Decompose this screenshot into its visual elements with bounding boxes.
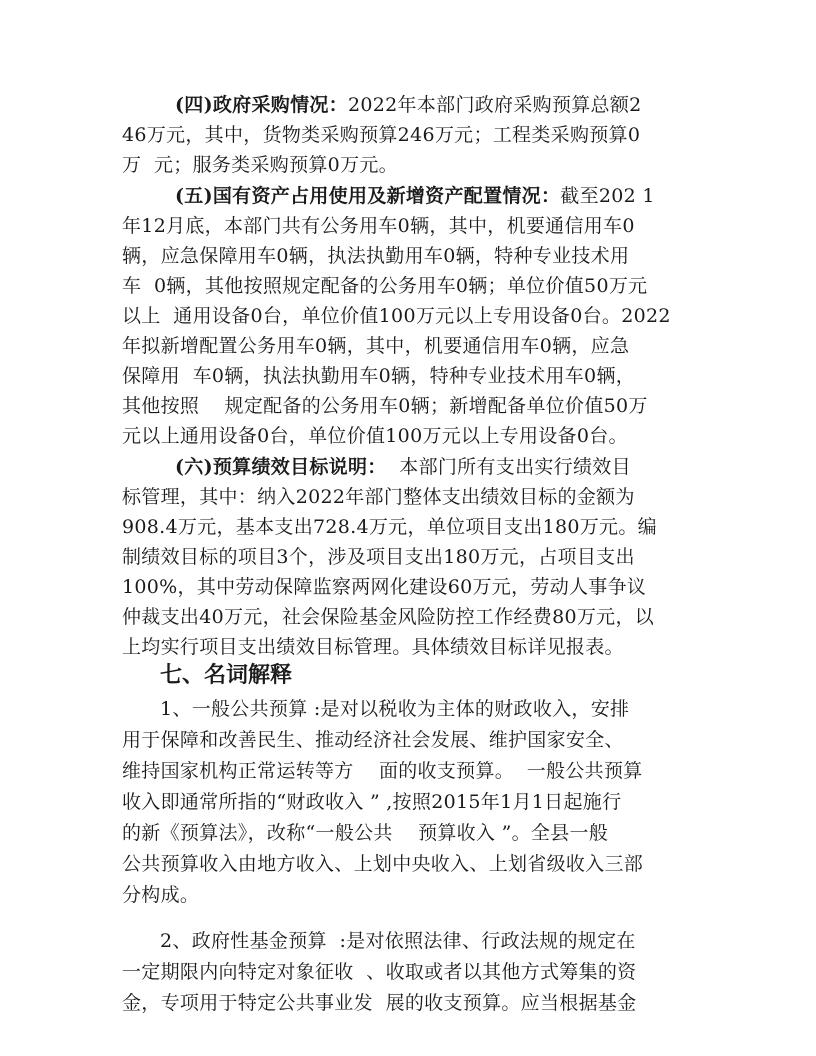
section5-line-4: 车 0辆，其他按照规定配备的公务用车0辆；单位价值50万元: [122, 275, 648, 297]
section6-line-5: 100%，其中劳动保障监察两网化建设60万元，劳动人事争议: [122, 576, 647, 598]
term2-line-2: 一定期限内向特定对象征收 、收取或者以其他方式筹集的资: [122, 961, 637, 983]
section5-line-7: 保障用 车0辆，执法执勤用车0辆，特种专业技术用车0辆，: [122, 365, 636, 387]
section5-label: (五)国有资产占用使用及新增资产配置情况：: [175, 185, 561, 207]
section4-label: (四)政府采购情况：: [175, 94, 348, 116]
section4-line-1: [175, 93, 642, 117]
section6-label: (六)预算绩效目标说明：: [175, 456, 387, 478]
section6-line-3: 908.4万元，基本支出728.4万元，单位项目支出180万元。编: [122, 516, 657, 538]
section6-line-4: 制绩效目标的项目3个，涉及项目支出180万元，占项目支出: [122, 546, 635, 568]
section6-line-6: 仲裁支出40万元，社会保险基金风险防控工作经费80万元，以: [122, 606, 655, 628]
section5-line-3: 辆，应急保障用车0辆，执法执勤用车0辆，特种专业技术用: [122, 245, 630, 267]
term2-line-3: 金，专项用于特定公共事业发 展的收支预算。应当根据基金: [122, 992, 637, 1014]
term1-line-3: 维持国家机构正常运转等方 面的收支预算。 一般公共预算: [122, 760, 643, 782]
section4-line-2: 46万元，其中，货物类采购预算246万元；工程类采购预算0: [122, 124, 641, 146]
section6-line-1: [175, 455, 631, 479]
section5-line-2: 年12月底，本部门共有公务用车0辆，其中，机要通信用车0: [122, 215, 635, 237]
term1-line-2: 用于保障和改善民生、推动经济社会发展、维护国家安全、: [122, 729, 624, 751]
term1-line-6: 公共预算收入由地方收入、上划中央收入、上划省级收入三部: [122, 853, 644, 875]
term1-line-5: 的新《预算法》，改称“一般公共 预算收入 ”。全县一般: [122, 822, 609, 844]
section5-text-1: 截至202 1: [560, 185, 655, 207]
section5-line-1: [175, 184, 655, 208]
section5-line-6: 年拟新增配置公务用车0辆，其中，机要通信用车0辆，应急: [122, 335, 630, 357]
term2-line-1: 2、政府性基金预算 :是对依照法律、行政法规的规定在: [160, 930, 636, 952]
section6-line-2: 标管理，其中：纳入2022年部门整体支出绩效目标的金额为: [122, 486, 635, 508]
section4-line-3: 万 元；服务类采购预算0万元。: [122, 154, 398, 176]
section7-heading: 七、名词解释: [160, 663, 293, 688]
section4-text-1: 2022年本部门政府采购预算总额2: [347, 94, 642, 116]
term1-line-7: 分构成。: [122, 884, 200, 906]
section5-line-5: 以上 通用设备0台，单位价值100万元以上专用设备0台。2022: [122, 305, 671, 327]
section5-line-9: 元以上通用设备0台，单位价值100万元以上专用设备0台。: [122, 425, 628, 447]
section6-line-7: 上均实行项目支出绩效目标管理。具体绩效目标详见报表。: [122, 636, 624, 658]
term1-line-1: 1、一般公共预算 :是对以税收为主体的财政收入，安排: [160, 698, 630, 720]
section6-text-1: 本部门所有支出实行绩效目: [386, 456, 631, 478]
section5-line-8: 其他按照 规定配备的公务用车0辆；新增配备单位价值50万: [122, 395, 648, 417]
term1-line-4: 收入即通常所指的“财政收入 ” ,按照2015年1月1日起施行: [122, 791, 622, 813]
